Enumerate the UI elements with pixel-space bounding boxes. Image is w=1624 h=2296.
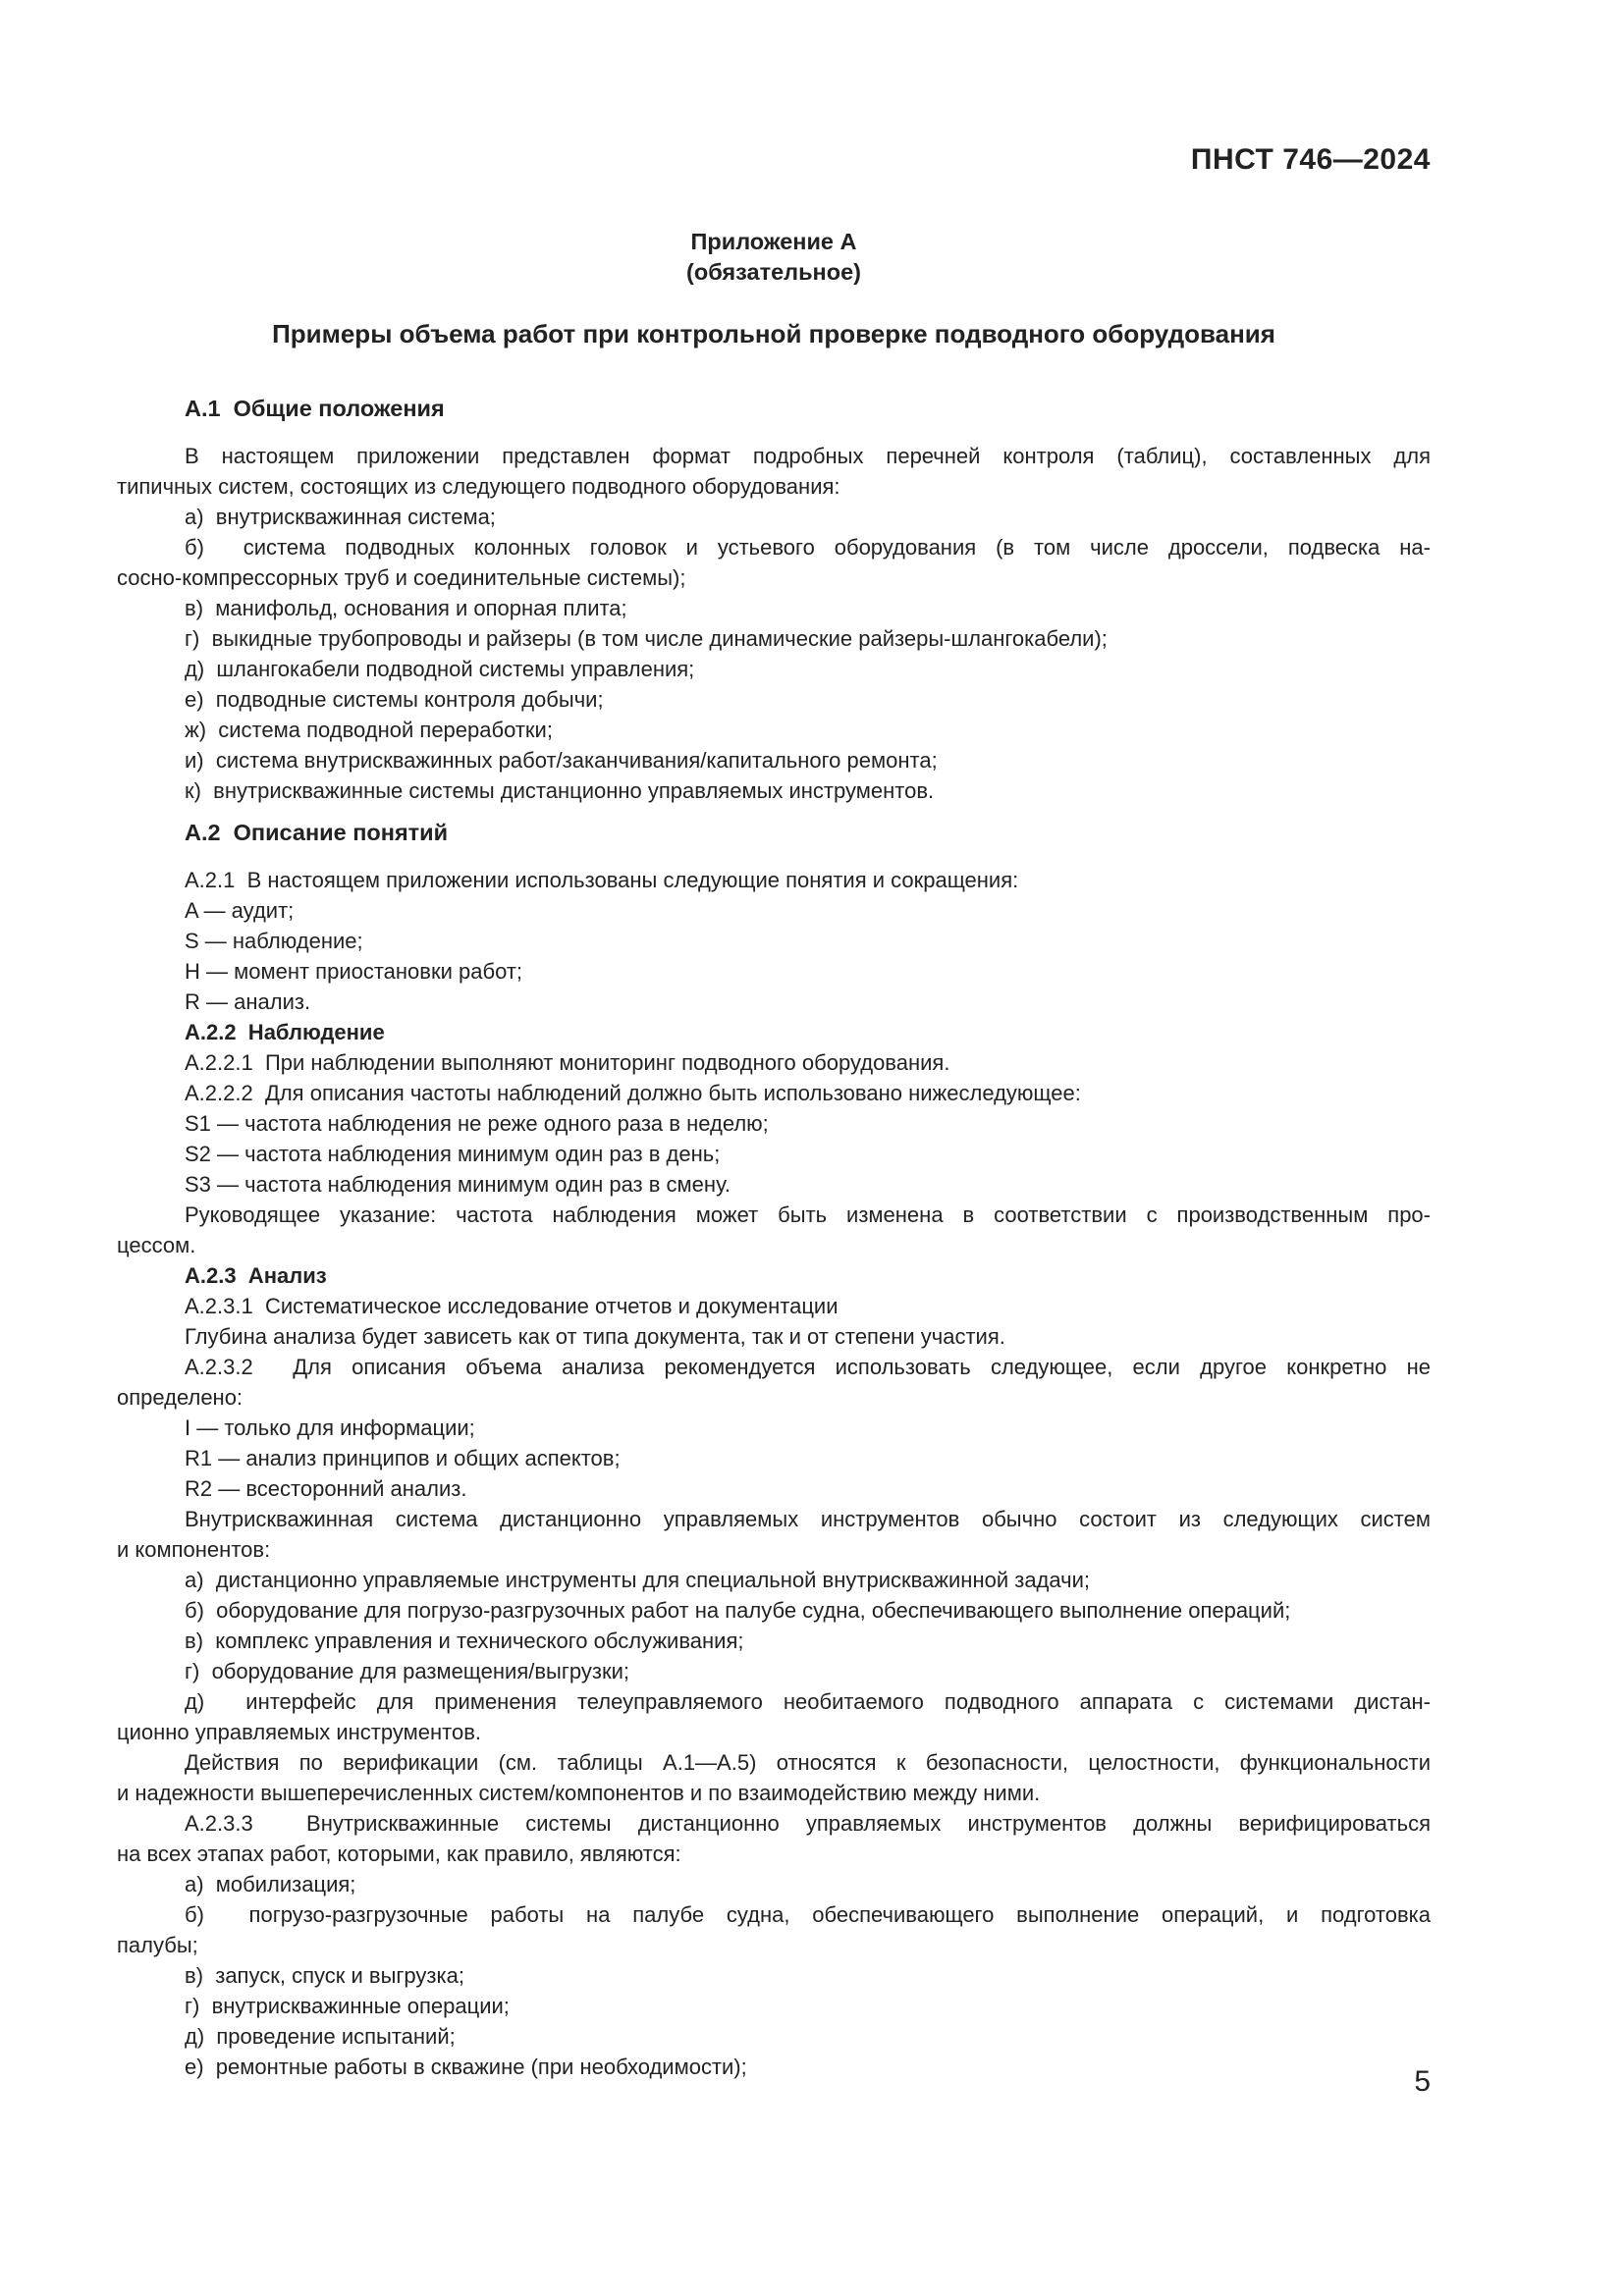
text-line: палубы;	[117, 1933, 198, 1957]
appendix-kind: (обязательное)	[686, 259, 861, 285]
text-line: б) оборудование для погрузо-разгрузочных работ на палубе судна, обеспечивающего выполнение операций;	[185, 1598, 1291, 1623]
paragraph	[117, 1352, 1431, 1413]
document-body	[117, 350, 1431, 2082]
text-line: а) мобилизация;	[185, 1872, 356, 1896]
text-line: ционно управляемых инструментов.	[117, 1720, 482, 1744]
text-line: А.2.1 В настоящем приложении использованы следующие понятия и сокращения:	[185, 868, 1019, 892]
text-line: А.2.3.3 Внутрискважинные системы дистанционно управляемых инструментов должны верифицироваться	[185, 1811, 1431, 1836]
text-line: А.2.3.1 Систематическое исследование отчетов и документации	[185, 1294, 839, 1318]
text-line: а) внутрискважинная система;	[185, 505, 496, 529]
text-line: А.2.2.1 При наблюдении выполняют мониторинг подводного оборудования.	[185, 1050, 950, 1075]
list-item	[117, 1595, 1431, 1626]
list-item	[117, 1656, 1431, 1686]
text-line: и компонентов:	[117, 1537, 271, 1562]
text-line: А.2.2.2 Для описания частоты наблюдений должно быть использовано нижеследующее:	[185, 1081, 1081, 1105]
text-line: г) выкидные трубопроводы и райзеры (в том числе динамические райзеры-шлангокабели);	[185, 626, 1108, 651]
text-line: S — наблюдение;	[185, 929, 363, 953]
text-line: А.2 Описание понятий	[185, 820, 449, 845]
text-line: а) дистанционно управляемые инструменты для специальной внутрискважинной задачи;	[185, 1568, 1091, 1592]
text-line: д) шлангокабели подводной системы управления;	[185, 657, 695, 681]
appendix-label: Приложение А	[690, 229, 857, 254]
document-title: Примеры объема работ при контрольной проверке подводного оборудования	[272, 319, 1275, 348]
list-item	[117, 2052, 1431, 2082]
list-item	[117, 1869, 1431, 1899]
text-line: д) интерфейс для применения телеуправляемого необитаемого подводного аппарата с системами дистан-	[185, 1689, 1431, 1714]
text-line: типичных систем, состоящих из следующего подводного оборудования:	[117, 474, 840, 499]
text-line: сосно-компрессорных труб и соединительные системы);	[117, 565, 686, 590]
definition-item	[117, 1413, 1431, 1443]
text-line: определено:	[117, 1385, 244, 1410]
list-item	[117, 532, 1431, 593]
text-line: в) манифольд, основания и опорная плита;	[185, 596, 627, 620]
text-line: А.1 Общие положения	[185, 396, 445, 421]
list-item	[117, 745, 1431, 775]
text-line: R2 — всесторонний анализ.	[185, 1476, 467, 1501]
text-line: и надежности вышеперечисленных систем/компонентов и по взаимодействию между ними.	[117, 1781, 1041, 1805]
paragraph	[117, 1808, 1431, 1869]
list-item	[117, 715, 1431, 745]
paragraph	[117, 865, 1431, 895]
text-line: А.2.3 Анализ	[185, 1263, 327, 1288]
text-line: на всех этапах работ, которыми, как правило, являются:	[117, 1842, 681, 1866]
list-item	[117, 2021, 1431, 2052]
text-line: цессом.	[117, 1233, 196, 1257]
text-line: Действия по верификации (см. таблицы А.1—А.5) относятся к безопасности, целостности, функциональности	[185, 1750, 1431, 1775]
paragraph	[117, 1078, 1431, 1108]
text-line: е) подводные системы контроля добычи;	[185, 687, 604, 712]
list-item	[117, 1899, 1431, 1960]
text-line: е) ремонтные работы в скважине (при необходимости);	[185, 2055, 747, 2079]
definition-item	[117, 1443, 1431, 1473]
text-line: д) проведение испытаний;	[185, 2024, 456, 2049]
definition-item	[117, 1108, 1431, 1139]
text-line: Глубина анализа будет зависеть как от типа документа, так и от степени участия.	[185, 1324, 1005, 1349]
list-item	[117, 593, 1431, 623]
definition-item	[117, 956, 1431, 987]
list-item	[117, 623, 1431, 654]
list-item	[117, 1565, 1431, 1595]
text-line: A — аудит;	[185, 898, 295, 923]
paragraph	[117, 1047, 1431, 1078]
list-item	[117, 1960, 1431, 1991]
text-line: А.2.3.2 Для описания объема анализа рекомендуется использовать следующее, если другое конкретно не	[185, 1355, 1431, 1379]
text-line: и) система внутрискважинных работ/заканчивания/капитального ремонта;	[185, 748, 938, 773]
text-line: г) оборудование для размещения/выгрузки;	[185, 1659, 629, 1683]
text-line: В настоящем приложении представлен формат подробных перечней контроля (таблиц), составленных для	[185, 444, 1431, 468]
paragraph	[117, 1504, 1431, 1565]
definition-item	[117, 1169, 1431, 1200]
text-line: А.2.2 Наблюдение	[185, 1020, 385, 1044]
definition-item	[117, 987, 1431, 1017]
definition-item	[117, 1473, 1431, 1504]
text-line: ж) система подводной переработки;	[185, 718, 553, 742]
definition-item	[117, 1139, 1431, 1169]
subsection-heading-a22	[117, 1017, 1431, 1047]
standard-code-header: ПНСТ 746—2024	[1190, 143, 1431, 176]
text-line: к) внутрискважинные системы дистанционно управляемых инструментов.	[185, 778, 935, 803]
section-heading-a1	[117, 394, 1431, 424]
paragraph	[117, 1321, 1431, 1352]
paragraph	[117, 1291, 1431, 1321]
definition-item	[117, 895, 1431, 926]
section-heading-a2	[117, 818, 1431, 848]
text-line: в) запуск, спуск и выгрузка;	[185, 1963, 464, 1988]
text-line: г) внутрискважинные операции;	[185, 1994, 510, 2018]
list-item	[117, 1686, 1431, 1747]
list-item	[117, 502, 1431, 532]
list-item	[117, 775, 1431, 806]
text-line: H — момент приостановки работ;	[185, 959, 523, 984]
definition-item	[117, 926, 1431, 956]
text-line: S2 — частота наблюдения минимум один раз в день;	[185, 1142, 721, 1166]
text-line: S3 — частота наблюдения минимум один раз в смену.	[185, 1172, 731, 1197]
text-line: R1 — анализ принципов и общих аспектов;	[185, 1446, 621, 1470]
list-item	[117, 1626, 1431, 1656]
text-line: б) система подводных колонных головок и устьевого оборудования (в том числе дроссели, подвеска на-	[185, 535, 1431, 560]
text-line: S1 — частота наблюдения не реже одного раза в неделю;	[185, 1111, 769, 1136]
text-line: Руководящее указание: частота наблюдения может быть изменена в соответствии с производственным про-	[185, 1202, 1431, 1227]
list-item	[117, 654, 1431, 684]
list-item	[117, 684, 1431, 715]
text-line: Внутрискважинная система дистанционно управляемых инструментов обычно состоит из следующих систем	[185, 1507, 1431, 1531]
text-line: в) комплекс управления и технического обслуживания;	[185, 1629, 744, 1653]
text-line: R — анализ.	[185, 989, 311, 1014]
list-item	[117, 1991, 1431, 2021]
paragraph	[117, 1747, 1431, 1808]
text-line: б) погрузо-разгрузочные работы на палубе судна, обеспечивающего выполнение операций, и подготовка	[185, 1902, 1431, 1927]
text-line: I — только для информации;	[185, 1415, 475, 1440]
paragraph	[117, 1200, 1431, 1260]
paragraph	[117, 441, 1431, 502]
page-number: 5	[1414, 2065, 1431, 2098]
subsection-heading-a23	[117, 1260, 1431, 1291]
